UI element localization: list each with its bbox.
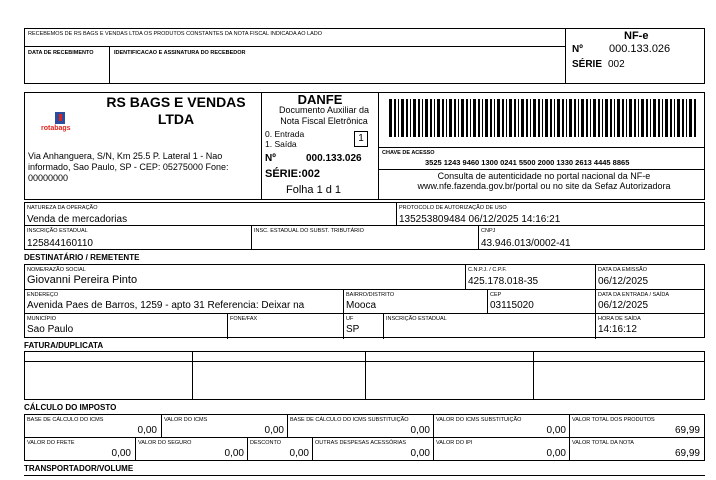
outras-despesas-value: 0,00: [410, 448, 430, 459]
canhoto-serie: 002: [608, 59, 625, 70]
bairro-label: BAIRRO/DISTRITO: [346, 292, 395, 298]
cpf-label: C.N.P.J. / C.P.F.: [468, 267, 507, 273]
danfe-numero-prefix: Nº: [265, 153, 276, 164]
emitente-box: [24, 92, 262, 200]
fone-label: FONE/FAX: [230, 316, 258, 322]
natureza-value: Venda de mercadorias: [27, 214, 128, 225]
total-produtos-value: 69,99: [674, 425, 700, 436]
canhoto-numero-prefix: Nº: [572, 44, 583, 55]
identificacao-label: IDENTIFICACAO E ASSINATURA DO RECEBEDOR: [114, 50, 246, 56]
valor-icms-st-value: 0,00: [546, 425, 566, 436]
canhoto-text: RECEBEMOS DE RS BAGS E VENDAS LTDA OS PRODUTOS CONSTANTES DA NOTA FISCAL INDICADA AO LADO: [28, 31, 323, 37]
cpf-value: 425.178.018-35: [468, 276, 539, 287]
ie-label: INSCRIÇÃO ESTADUAL: [27, 228, 88, 234]
ie-st-box: [251, 225, 479, 250]
barcode: [389, 99, 699, 137]
natureza-label: NATUREZA DA OPERAÇÃO: [27, 205, 98, 211]
endereco-value: Avenida Paes de Barros, 1259 - apto 31 Referencia: Deixar na: [27, 300, 305, 311]
chave-consulta: Consulta de autenticidade no portal nacional da NF-e www.nfe.fazenda.gov.br/portal ou no site da Sefaz Autorizadora: [417, 171, 671, 191]
danfe-subtitle: Documento Auxiliar da Nota Fiscal Eletrônica: [278, 105, 370, 126]
data-recebimento-label: DATA DE RECEBIMENTO: [28, 50, 94, 56]
hora-value: 14:16:12: [598, 324, 637, 335]
danfe-tipo-box: 1: [354, 131, 368, 147]
ie-value: 125844160110: [27, 238, 93, 249]
endereco-label: ENDEREÇO: [27, 292, 59, 298]
canhoto-serie-label: SÉRIE: [572, 59, 603, 70]
canhoto-numero: 000.133.026: [609, 43, 671, 55]
imposto-section: CÁLCULO DO IMPOSTO: [24, 403, 117, 412]
municipio-value: Sao Paulo: [27, 324, 74, 335]
emitente-name: RS BAGS E VENDAS LTDA: [106, 94, 246, 127]
rotabags-logo: [41, 111, 81, 139]
danfe-saida: 1. Saída: [265, 139, 297, 149]
logo-text: rotabags: [41, 125, 71, 132]
outras-despesas-label: OUTRAS DESPESAS ACESSÓRIAS: [315, 440, 407, 446]
cnpj-label: CNPJ: [481, 228, 496, 234]
bairro-value: Mooca: [346, 300, 377, 311]
destinatario-section: DESTINATÁRIO / REMETENTE: [24, 253, 140, 262]
cep-value: 03115020: [490, 300, 534, 311]
uf-label: UF: [346, 316, 354, 322]
ipi-value: 0,00: [546, 448, 566, 459]
nome-value: Giovanni Pereira Pinto: [27, 274, 138, 286]
valor-icms-value: 0,00: [264, 425, 284, 436]
imposto-box: [24, 414, 705, 461]
valor-icms-st-label: VALOR DO ICMS SUBSTITUIÇÃO: [436, 417, 522, 423]
total-nota-value: 69,99: [674, 448, 700, 459]
danfe-folha: Folha 1 d 1: [286, 184, 342, 196]
desconto-value: 0,00: [289, 448, 309, 459]
seguro-label: VALOR DO SEGURO: [138, 440, 192, 446]
cnpj-value: 43.946.013/0002-41: [481, 238, 571, 249]
protocolo-value: 135253809484 06/12/2025 14:16:21: [399, 214, 561, 225]
uf-value: SP: [346, 324, 360, 335]
base-icms-st-label: BASE DE CÁLCULO DO ICMS SUBSTITUIÇÃO: [290, 417, 409, 423]
danfe-numero: 000.133.026: [306, 153, 362, 164]
transportador-section: TRANSPORTADOR/VOLUME: [24, 464, 134, 473]
desconto-label: DESCONTO: [250, 440, 282, 446]
emissao-label: DATA DA EMISSÃO: [598, 267, 648, 273]
saida-value: 06/12/2025: [598, 300, 649, 311]
seguro-value: 0,00: [224, 448, 244, 459]
nome-label: NOME/RAZÃO SOCIAL: [27, 267, 86, 273]
frete-label: VALOR DO FRETE: [27, 440, 75, 446]
valor-icms-label: VALOR DO ICMS: [164, 417, 208, 423]
base-icms-value: 0,00: [137, 425, 157, 436]
protocolo-box: [396, 202, 705, 226]
danfe-title: DANFE: [297, 92, 343, 107]
danfe-serie: SÉRIE:002: [265, 168, 321, 180]
nfe-label: NF-e: [624, 30, 649, 42]
natureza-box: [24, 202, 397, 226]
chave-value: 3525 1243 9460 1300 0241 5500 2000 1330 2613 4445 8865: [425, 158, 630, 167]
dest-ie-label: INSCRIÇÃO ESTADUAL: [386, 316, 447, 322]
danfe-box: [261, 92, 379, 200]
municipio-label: MUNICÍPIO: [27, 316, 57, 322]
total-nota-label: VALOR TOTAL DA NOTA: [572, 440, 634, 446]
fatura-section: FATURA/DUPLICATA: [24, 341, 104, 350]
emissao-value: 06/12/2025: [598, 276, 649, 287]
chave-box: [378, 92, 705, 200]
cep-label: CEP: [490, 292, 502, 298]
saida-label: DATA DA ENTRADA / SAÍDA: [598, 292, 670, 298]
frete-value: 0,00: [111, 448, 131, 459]
chave-label: CHAVE DE ACESSO: [382, 150, 435, 156]
cnpj-box: [478, 225, 705, 250]
danfe-entrada: 0. Entrada: [265, 129, 305, 139]
fatura-box: [24, 351, 705, 400]
protocolo-label: PROTOCOLO DE AUTORIZAÇÃO DE USO: [399, 205, 507, 211]
base-icms-label: BASE DE CÁLCULO DO ICMS: [27, 417, 104, 423]
total-produtos-label: VALOR TOTAL DOS PRODUTOS: [572, 417, 655, 423]
ipi-label: VALOR DO IPI: [436, 440, 473, 446]
ie-box: [24, 225, 252, 250]
ie-st-label: INSC. ESTADUAL DO SUBST. TRIBUTÁRIO: [254, 228, 364, 234]
hora-label: HORA DE SAÍDA: [598, 316, 641, 322]
destinatario-box: [24, 264, 705, 338]
canhoto: [24, 28, 566, 84]
canhoto-nfe-box: [565, 28, 705, 84]
emitente-address: Via Anhanguera, S/N, Km 25.5 P. Lateral 1 - Nao informado, Sao Paulo, SP - CEP: 05275000 Fone: 00000000: [28, 151, 229, 183]
base-icms-st-value: 0,00: [410, 425, 430, 436]
